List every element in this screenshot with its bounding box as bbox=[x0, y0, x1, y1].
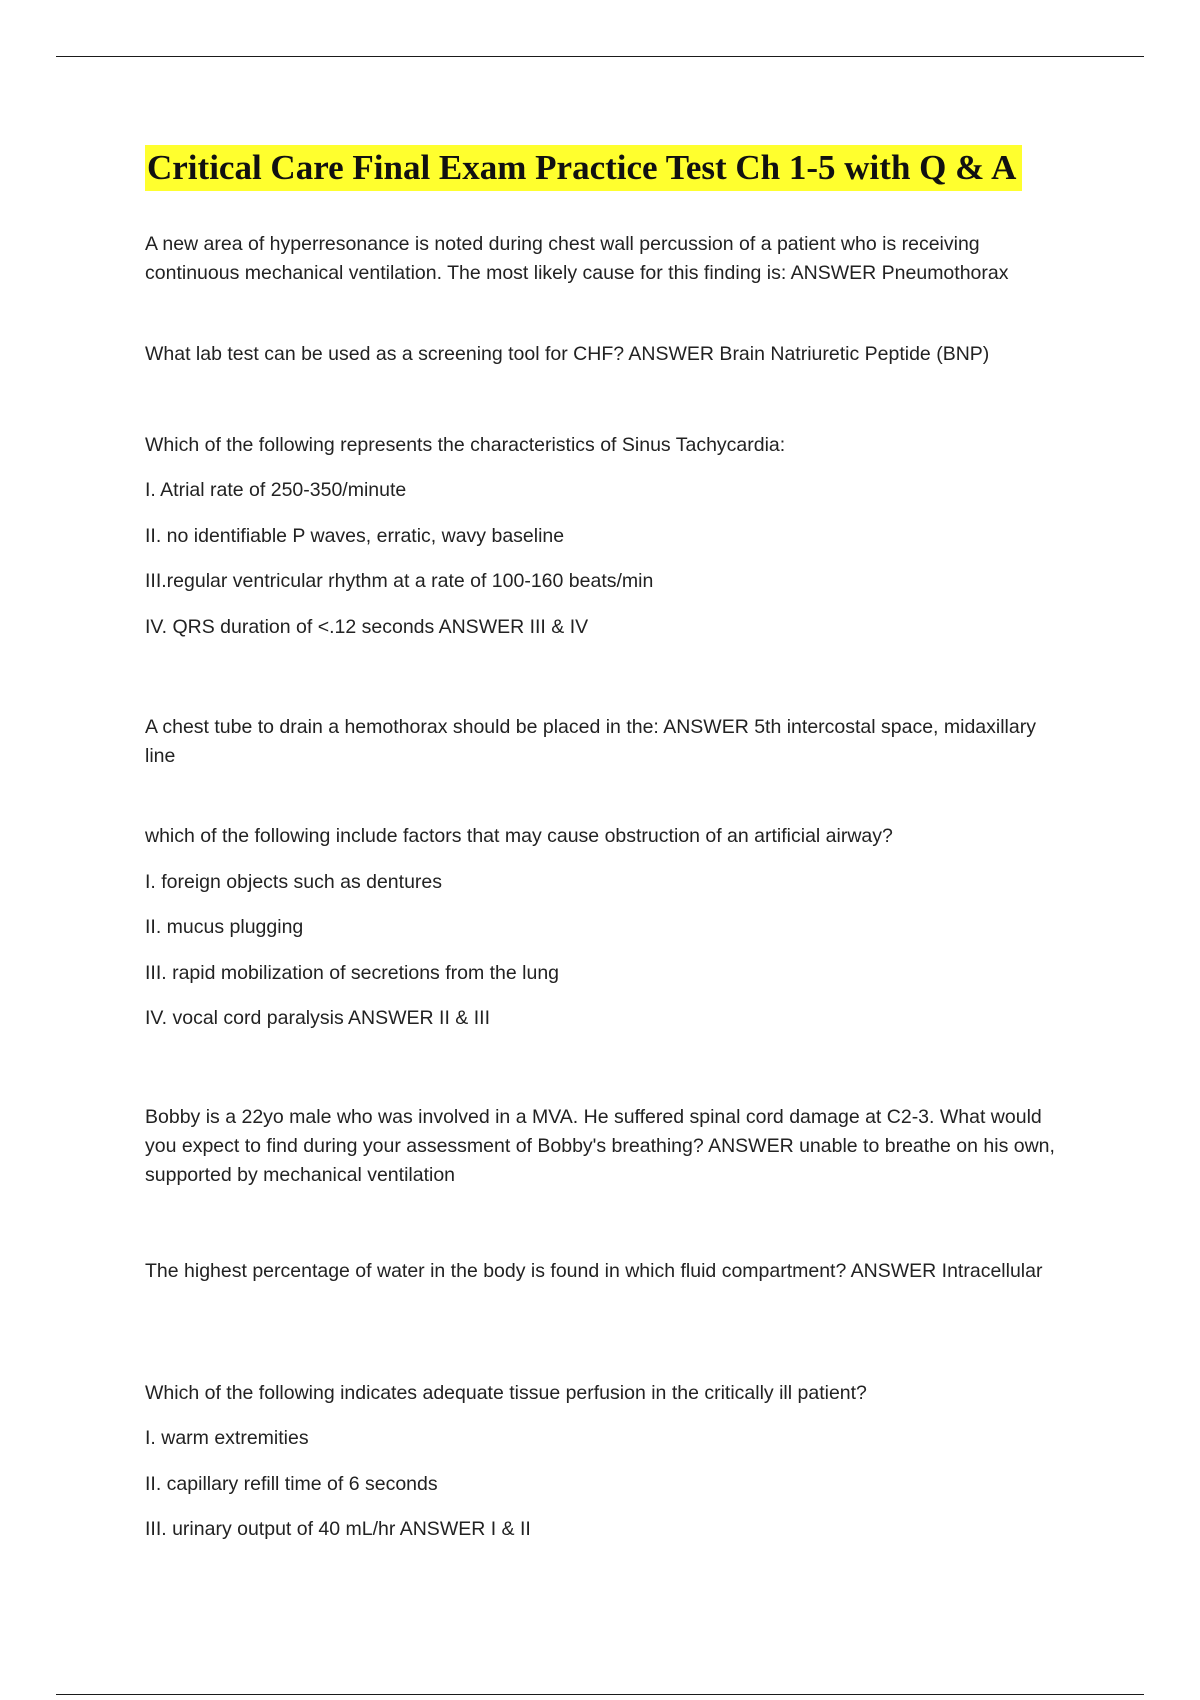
list-item: IV. QRS duration of <.12 seconds ANSWER III & IV bbox=[145, 616, 589, 638]
question-block bbox=[145, 713, 1065, 771]
question-text: Which of the following indicates adequate tissue perfusion in the critically ill patient? bbox=[145, 1382, 867, 1404]
list-item: IV. vocal cord paralysis ANSWER II & III bbox=[145, 1007, 490, 1029]
document-body bbox=[145, 145, 1065, 1540]
list-item: III.regular ventricular rhythm at a rate of 100-160 beats/min bbox=[145, 570, 654, 592]
list-item: II. capillary refill time of 6 seconds bbox=[145, 1473, 438, 1495]
question-block bbox=[145, 230, 1065, 288]
question-text: A chest tube to drain a hemothorax should be placed in the: ANSWER 5th intercostal space, midaxillary line bbox=[145, 716, 1036, 767]
question-block bbox=[145, 340, 1065, 369]
question-block bbox=[145, 1379, 1065, 1540]
question-block bbox=[145, 431, 1065, 638]
list-item: III. urinary output of 40 mL/hr ANSWER I & II bbox=[145, 1518, 531, 1540]
list-item: II. mucus plugging bbox=[145, 916, 304, 938]
question-block bbox=[145, 1103, 1065, 1190]
footer-rule bbox=[56, 1694, 1144, 1695]
list-item: II. no identifiable P waves, erratic, wavy baseline bbox=[145, 525, 565, 547]
question-text: Which of the following represents the characteristics of Sinus Tachycardia: bbox=[145, 434, 786, 456]
question-text: What lab test can be used as a screening tool for CHF? ANSWER Brain Natriuretic Peptide (BNP) bbox=[145, 343, 990, 365]
question-text: which of the following include factors that may cause obstruction of an artificial airway? bbox=[145, 825, 893, 847]
header-rule bbox=[56, 56, 1144, 57]
list-item: I. Atrial rate of 250-350/minute bbox=[145, 479, 407, 501]
question-text: A new area of hyperresonance is noted during chest wall percussion of a patient who is receiving continuous mechanical ventilation. The most likely cause for this finding is: ANSWER Pneumothorax bbox=[145, 233, 1009, 284]
question-text: The highest percentage of water in the body is found in which fluid compartment? ANSWER Intracellular bbox=[145, 1260, 1043, 1282]
question-block bbox=[145, 822, 1065, 1029]
list-item: I. warm extremities bbox=[145, 1427, 309, 1449]
question-block bbox=[145, 1257, 1065, 1286]
question-text: Bobby is a 22yo male who was involved in a MVA. He suffered spinal cord damage at C2-3. What would you expect to find during your assessment of Bobby's breathing? ANSWER unable to breathe on his own, supported by mechanical ventilation bbox=[145, 1106, 1055, 1186]
list-item: I. foreign objects such as dentures bbox=[145, 871, 443, 893]
document-title: Critical Care Final Exam Practice Test Ch 1-5 with Q & A bbox=[145, 145, 1022, 191]
list-item: III. rapid mobilization of secretions from the lung bbox=[145, 962, 560, 984]
